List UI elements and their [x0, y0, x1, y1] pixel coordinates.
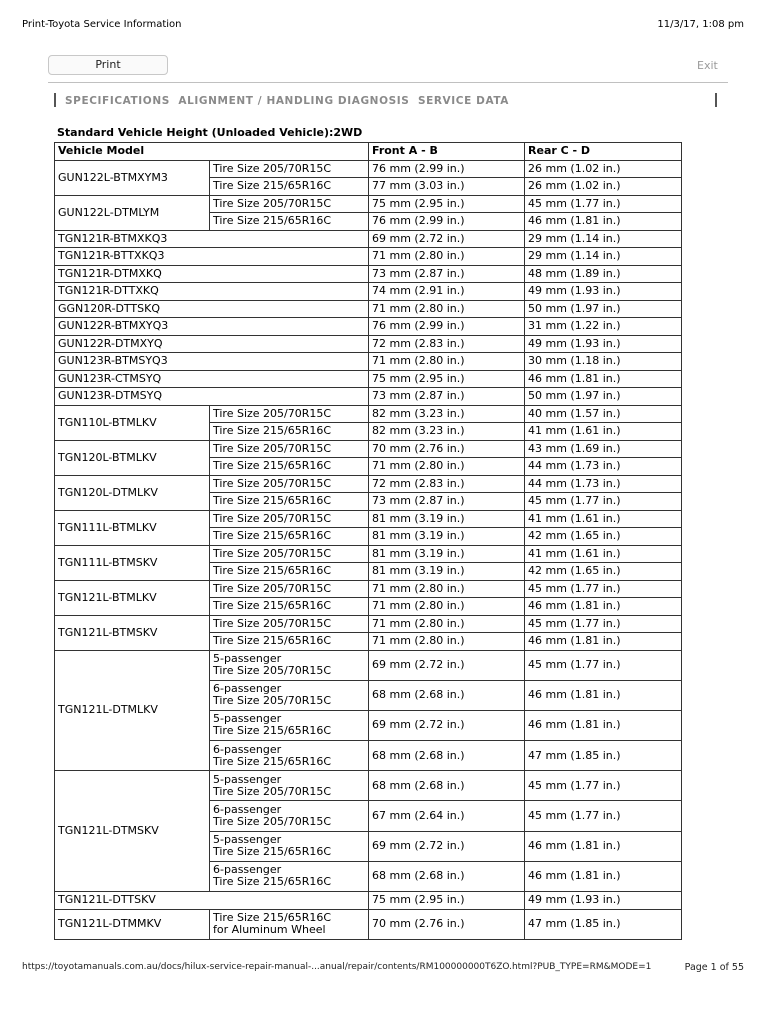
rear-value-cell: 26 mm (1.02 in.)	[525, 160, 682, 178]
front-value-cell: 68 mm (2.68 in.)	[369, 680, 525, 710]
vehicle-model-cell: TGN111L-BTMLKV	[55, 510, 210, 545]
table-row	[55, 265, 682, 283]
tire-size-line: Tire Size 215/65R16C	[213, 459, 332, 473]
tire-size-line: Tire Size 205/70R15C	[213, 441, 332, 455]
vehicle-model-cell: TGN121R-DTTXKQ	[55, 283, 369, 301]
browser-print-title: Print-Toyota Service Information	[22, 19, 182, 30]
section-title: SPECIFICATIONS ALIGNMENT / HANDLING DIAGNOSIS SERVICE DATA	[65, 95, 510, 107]
front-value-cell: 75 mm (2.95 in.)	[369, 892, 525, 910]
vehicle-model-cell: TGN121L-BTMLKV	[55, 580, 210, 615]
vehicle-model-cell: TGN121R-DTMXKQ	[55, 265, 369, 283]
tire-size-line: Tire Size 215/65R16C	[213, 724, 332, 738]
front-value-cell: 73 mm (2.87 in.)	[369, 493, 525, 511]
front-value-cell: 71 mm (2.80 in.)	[369, 598, 525, 616]
table-row	[55, 195, 682, 213]
tire-size-line: Tire Size 215/65R16C	[213, 529, 332, 543]
section-title-right-bar	[715, 93, 717, 107]
tire-size-line: Tire Size 205/70R15C	[213, 616, 332, 630]
tire-size-cell	[210, 178, 369, 196]
front-value-cell: 75 mm (2.95 in.)	[369, 195, 525, 213]
table-row	[55, 545, 682, 563]
front-value-cell: 69 mm (2.72 in.)	[369, 710, 525, 740]
rear-value-cell: 45 mm (1.77 in.)	[525, 195, 682, 213]
front-value-cell: 76 mm (2.99 in.)	[369, 213, 525, 231]
rear-value-cell: 41 mm (1.61 in.)	[525, 423, 682, 441]
front-value-cell: 73 mm (2.87 in.)	[369, 265, 525, 283]
tire-size-cell	[210, 680, 369, 710]
table-row	[55, 892, 682, 910]
front-value-cell: 69 mm (2.72 in.)	[369, 831, 525, 861]
rear-value-cell: 47 mm (1.85 in.)	[525, 741, 682, 771]
front-value-cell: 72 mm (2.83 in.)	[369, 335, 525, 353]
rear-value-cell: 49 mm (1.93 in.)	[525, 283, 682, 301]
table-row	[55, 388, 682, 406]
front-value-cell: 71 mm (2.80 in.)	[369, 633, 525, 651]
rear-value-cell: 46 mm (1.81 in.)	[525, 710, 682, 740]
vehicle-model-cell: TGN120L-DTMLKV	[55, 475, 210, 510]
tire-size-line: Tire Size 215/65R16C	[213, 214, 332, 228]
vehicle-model-cell: GUN122R-BTMXYQ3	[55, 318, 369, 336]
tire-size-cell	[210, 741, 369, 771]
tire-size-cell	[210, 405, 369, 423]
table-row	[55, 248, 682, 266]
tire-size-cell	[210, 771, 369, 801]
table-row	[55, 475, 682, 493]
vehicle-model-cell: TGN121L-BTMSKV	[55, 615, 210, 650]
front-value-cell: 75 mm (2.95 in.)	[369, 370, 525, 388]
front-value-cell: 69 mm (2.72 in.)	[369, 230, 525, 248]
table-row	[55, 230, 682, 248]
front-value-cell: 69 mm (2.72 in.)	[369, 650, 525, 680]
rear-value-cell: 40 mm (1.57 in.)	[525, 405, 682, 423]
front-value-cell: 76 mm (2.99 in.)	[369, 318, 525, 336]
front-value-cell: 70 mm (2.76 in.)	[369, 909, 525, 939]
vehicle-model-cell: GUN123R-DTMSYQ	[55, 388, 369, 406]
tire-size-line: Tire Size 215/65R16C	[213, 494, 332, 508]
front-value-cell: 81 mm (3.19 in.)	[369, 563, 525, 581]
front-value-cell: 73 mm (2.87 in.)	[369, 388, 525, 406]
rear-value-cell: 47 mm (1.85 in.)	[525, 909, 682, 939]
rear-value-cell: 46 mm (1.81 in.)	[525, 213, 682, 231]
tire-size-cell	[210, 475, 369, 493]
tire-size-line: Tire Size 205/70R15C	[213, 161, 332, 175]
front-value-cell: 74 mm (2.91 in.)	[369, 283, 525, 301]
front-value-cell: 71 mm (2.80 in.)	[369, 353, 525, 371]
front-value-cell: 81 mm (3.19 in.)	[369, 528, 525, 546]
rear-value-cell: 46 mm (1.81 in.)	[525, 370, 682, 388]
rear-value-cell: 49 mm (1.93 in.)	[525, 892, 682, 910]
tire-size-line: Tire Size 205/70R15C	[213, 511, 332, 525]
vehicle-model-cell: TGN121L-DTMLKV	[55, 650, 210, 771]
front-value-cell: 68 mm (2.68 in.)	[369, 861, 525, 891]
vehicle-model-cell: TGN110L-BTMLKV	[55, 405, 210, 440]
table-row	[55, 300, 682, 318]
tire-size-line: Tire Size 205/70R15C	[213, 664, 332, 678]
front-value-cell: 82 mm (3.23 in.)	[369, 423, 525, 441]
table-row	[55, 370, 682, 388]
tire-size-line: Tire Size 215/65R16C	[213, 754, 332, 768]
vehicle-model-cell: GGN120R-DTTSKQ	[55, 300, 369, 318]
tire-size-line: Tire Size 205/70R15C	[213, 476, 332, 490]
rear-value-cell: 46 mm (1.81 in.)	[525, 831, 682, 861]
table-row	[55, 650, 682, 680]
browser-print-datetime: 11/3/17, 1:08 pm	[657, 19, 744, 30]
tire-size-cell	[210, 831, 369, 861]
tire-size-cell	[210, 615, 369, 633]
vehicle-model-cell: GUN122R-DTMXYQ	[55, 335, 369, 353]
rear-value-cell: 49 mm (1.93 in.)	[525, 335, 682, 353]
tire-size-cell	[210, 213, 369, 231]
tire-size-cell	[210, 458, 369, 476]
tire-size-line: for Aluminum Wheel	[213, 923, 326, 937]
rear-value-cell: 45 mm (1.77 in.)	[525, 771, 682, 801]
header-front: Front A - B	[369, 143, 525, 161]
front-value-cell: 71 mm (2.80 in.)	[369, 248, 525, 266]
tire-size-line: 6-passenger	[213, 742, 282, 756]
toolbar-divider	[48, 82, 728, 83]
tire-size-line: Tire Size 215/65R16C	[213, 634, 332, 648]
rear-value-cell: 50 mm (1.97 in.)	[525, 300, 682, 318]
tire-size-line: Tire Size 215/65R16C	[213, 875, 332, 889]
tire-size-line: 6-passenger	[213, 863, 282, 877]
tire-size-line: 6-passenger	[213, 803, 282, 817]
tire-size-cell	[210, 909, 369, 939]
rear-value-cell: 45 mm (1.77 in.)	[525, 650, 682, 680]
table-row	[55, 318, 682, 336]
vehicle-model-cell: TGN121R-BTMXKQ3	[55, 230, 369, 248]
rear-value-cell: 45 mm (1.77 in.)	[525, 801, 682, 831]
front-value-cell: 71 mm (2.80 in.)	[369, 300, 525, 318]
tire-size-line: Tire Size 205/70R15C	[213, 196, 332, 210]
table-row	[55, 771, 682, 801]
rear-value-cell: 46 mm (1.81 in.)	[525, 861, 682, 891]
tire-size-line: Tire Size 215/65R16C	[213, 179, 332, 193]
table-caption: Standard Vehicle Height (Unloaded Vehicle):2WD	[57, 126, 363, 139]
rear-value-cell: 45 mm (1.77 in.)	[525, 615, 682, 633]
tire-size-cell	[210, 633, 369, 651]
rear-value-cell: 44 mm (1.73 in.)	[525, 475, 682, 493]
tire-size-line: Tire Size 215/65R16C	[213, 424, 332, 438]
table-row	[55, 615, 682, 633]
vehicle-model-cell: TGN121R-BTTXKQ3	[55, 248, 369, 266]
tire-size-line: Tire Size 215/65R16C	[213, 911, 332, 925]
tire-size-line: Tire Size 205/70R15C	[213, 784, 332, 798]
rear-value-cell: 42 mm (1.65 in.)	[525, 563, 682, 581]
front-value-cell: 77 mm (3.03 in.)	[369, 178, 525, 196]
vehicle-model-cell: GUN123R-BTMSYQ3	[55, 353, 369, 371]
vehicle-height-table	[54, 142, 682, 940]
vehicle-model-cell: TGN121L-DTMSKV	[55, 771, 210, 892]
tire-size-line: Tire Size 215/65R16C	[213, 845, 332, 859]
rear-value-cell: 41 mm (1.61 in.)	[525, 510, 682, 528]
tire-size-cell	[210, 710, 369, 740]
print-button[interactable]: Print	[48, 55, 168, 75]
footer-page-number: Page 1 of 55	[684, 962, 744, 973]
tire-size-line: 5-passenger	[213, 772, 282, 786]
vehicle-model-cell: TGN111L-BTMSKV	[55, 545, 210, 580]
tire-size-cell	[210, 861, 369, 891]
rear-value-cell: 45 mm (1.77 in.)	[525, 580, 682, 598]
front-value-cell: 71 mm (2.80 in.)	[369, 615, 525, 633]
footer-url: https://toyotamanuals.com.au/docs/hilux-service-repair-manual-...anual/repair/contents/RM100000000T6ZO.html?PUB_TYPE=RM&MODE=1	[22, 962, 652, 972]
table-row	[55, 353, 682, 371]
vehicle-model-cell: TGN121L-DTTSKV	[55, 892, 369, 910]
front-value-cell: 70 mm (2.76 in.)	[369, 440, 525, 458]
vehicle-model-cell: TGN120L-BTMLKV	[55, 440, 210, 475]
rear-value-cell: 43 mm (1.69 in.)	[525, 440, 682, 458]
tire-size-cell	[210, 801, 369, 831]
rear-value-cell: 29 mm (1.14 in.)	[525, 230, 682, 248]
table-row	[55, 405, 682, 423]
rear-value-cell: 29 mm (1.14 in.)	[525, 248, 682, 266]
rear-value-cell: 30 mm (1.18 in.)	[525, 353, 682, 371]
section-title-left-bar	[54, 93, 56, 107]
tire-size-line: Tire Size 215/65R16C	[213, 564, 332, 578]
tire-size-line: 5-passenger	[213, 712, 282, 726]
rear-value-cell: 46 mm (1.81 in.)	[525, 598, 682, 616]
tire-size-cell	[210, 650, 369, 680]
exit-link[interactable]: Exit	[697, 59, 718, 72]
front-value-cell: 68 mm (2.68 in.)	[369, 741, 525, 771]
table-header-row	[55, 143, 682, 161]
rear-value-cell: 45 mm (1.77 in.)	[525, 493, 682, 511]
tire-size-cell	[210, 195, 369, 213]
tire-size-cell	[210, 440, 369, 458]
vehicle-model-cell: TGN121L-DTMMKV	[55, 909, 210, 939]
front-value-cell: 71 mm (2.80 in.)	[369, 458, 525, 476]
tire-size-line: Tire Size 205/70R15C	[213, 581, 332, 595]
table-row	[55, 335, 682, 353]
tire-size-line: Tire Size 205/70R15C	[213, 694, 332, 708]
tire-size-cell	[210, 493, 369, 511]
tire-size-line: Tire Size 205/70R15C	[213, 546, 332, 560]
front-value-cell: 72 mm (2.83 in.)	[369, 475, 525, 493]
tire-size-cell	[210, 563, 369, 581]
front-value-cell: 81 mm (3.19 in.)	[369, 545, 525, 563]
rear-value-cell: 31 mm (1.22 in.)	[525, 318, 682, 336]
tire-size-cell	[210, 528, 369, 546]
rear-value-cell: 42 mm (1.65 in.)	[525, 528, 682, 546]
tire-size-cell	[210, 160, 369, 178]
front-value-cell: 76 mm (2.99 in.)	[369, 160, 525, 178]
rear-value-cell: 44 mm (1.73 in.)	[525, 458, 682, 476]
rear-value-cell: 46 mm (1.81 in.)	[525, 680, 682, 710]
table-row	[55, 160, 682, 178]
tire-size-line: 6-passenger	[213, 682, 282, 696]
header-rear: Rear C - D	[525, 143, 682, 161]
front-value-cell: 67 mm (2.64 in.)	[369, 801, 525, 831]
tire-size-cell	[210, 580, 369, 598]
tire-size-line: 5-passenger	[213, 652, 282, 666]
tire-size-line: 5-passenger	[213, 833, 282, 847]
front-value-cell: 71 mm (2.80 in.)	[369, 580, 525, 598]
tire-size-line: Tire Size 205/70R15C	[213, 406, 332, 420]
table-row	[55, 440, 682, 458]
vehicle-model-cell: GUN122L-DTMLYM	[55, 195, 210, 230]
table-row	[55, 283, 682, 301]
table-row	[55, 580, 682, 598]
vehicle-model-cell: GUN123R-CTMSYQ	[55, 370, 369, 388]
table-row	[55, 510, 682, 528]
rear-value-cell: 41 mm (1.61 in.)	[525, 545, 682, 563]
tire-size-cell	[210, 510, 369, 528]
rear-value-cell: 48 mm (1.89 in.)	[525, 265, 682, 283]
rear-value-cell: 26 mm (1.02 in.)	[525, 178, 682, 196]
front-value-cell: 82 mm (3.23 in.)	[369, 405, 525, 423]
header-vehicle-model: Vehicle Model	[55, 143, 369, 161]
front-value-cell: 81 mm (3.19 in.)	[369, 510, 525, 528]
table-row	[55, 909, 682, 939]
tire-size-cell	[210, 545, 369, 563]
tire-size-cell	[210, 598, 369, 616]
rear-value-cell: 50 mm (1.97 in.)	[525, 388, 682, 406]
vehicle-model-cell: GUN122L-BTMXYM3	[55, 160, 210, 195]
tire-size-line: Tire Size 205/70R15C	[213, 815, 332, 829]
front-value-cell: 68 mm (2.68 in.)	[369, 771, 525, 801]
tire-size-cell	[210, 423, 369, 441]
rear-value-cell: 46 mm (1.81 in.)	[525, 633, 682, 651]
tire-size-line: Tire Size 215/65R16C	[213, 599, 332, 613]
